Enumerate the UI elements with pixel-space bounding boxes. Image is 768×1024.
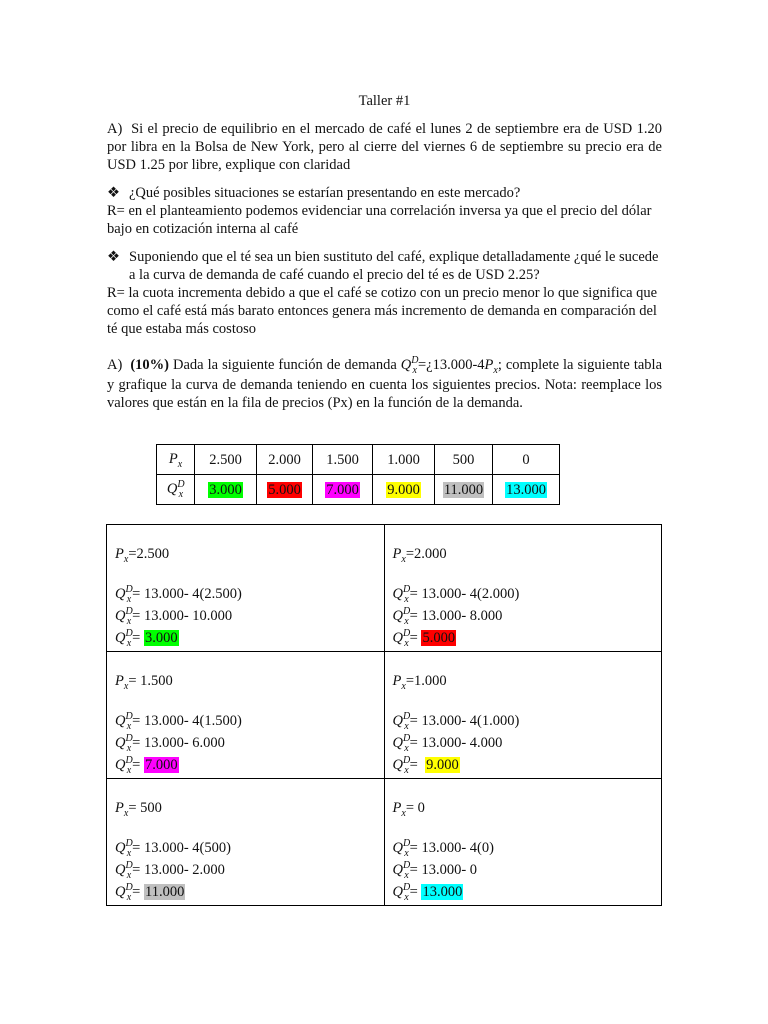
answer-2: R= la cuota incrementa debido a que el café se cotizo con un precio menor lo que significa que como el café está más barato entonces genera más incremento de demanda en comparación del té que estaba más costoso	[107, 285, 658, 337]
calculation-cell: $P_x=2.500$ $Q^D_x= 13.000-$ 4(2.500) $Q^D_x= 13.000-$ 10.000 $Q^D_x= 3.000$	[107, 525, 385, 652]
demand-symbol: $Q^D_x$	[400, 355, 419, 376]
price-cell: 0	[493, 445, 560, 475]
quantity-cell: 7.000	[313, 475, 373, 505]
quantity-cell: 5.000	[257, 475, 313, 505]
calculation-cell: $P_x=2.000$ $Q^D_x= 13.000-$ 4(2.000) $Q^D_x= 13.000-$ 8.000 $Q^D_x= 5.000$	[384, 525, 662, 652]
result-highlight: 5.000	[422, 630, 456, 646]
question-1	[107, 184, 662, 202]
price-cell: 2.000	[257, 445, 313, 475]
quantity-header: $Q^D_x$	[157, 475, 195, 505]
result-highlight: 11.000	[144, 884, 185, 900]
quantity-cell: 11.000	[435, 475, 493, 505]
answer-1: R= en el planteamiento podemos evidenciar una correlación inversa ya que el precio del dólar bajo en cotización interna al café	[107, 203, 652, 237]
calculation-cell: $P_x= 1.500$ $Q^D_x= 13.000-$ 4(1.500) $Q^D_x= 13.000-$ 6.000 $Q^D_x= 7.000$	[107, 652, 385, 779]
document-page	[107, 92, 662, 412]
bullet-diamond-icon: ❖	[107, 249, 120, 265]
section-b-instructions: ; complete la siguiente tabla y grafique la curva de demanda teniendo en cuenta los siguientes precios. Nota: reemplace los valores que están en la fila de precios (Px) en la función de la demanda.	[107, 357, 663, 411]
price-row	[157, 445, 560, 475]
calculation-cell: $P_x= 0$ $Q^D_x= 13.000-$ 4(0) $Q^D_x= 13.000-$ 0 $Q^D_x= 13.000$	[384, 779, 662, 906]
section-b-weight: (10%)	[130, 357, 169, 373]
section-b-label: A)	[107, 357, 123, 373]
question-2	[107, 248, 662, 284]
quantity-cell: 3.000	[195, 475, 257, 505]
section-b-paragraph: A) (10%) Dada la siguiente función de demanda $Q^D_x=¿13.000-4P_x$; complete la siguiente tabla y grafique la curva de demanda teniendo en cuenta los siguientes precios. Nota: reemplace los valores que están en la fila de precios (Px) en la función de la demanda.	[107, 355, 663, 411]
result-highlight: 13.000	[422, 884, 463, 900]
section-b-intro: Dada la siguiente función de demanda	[173, 357, 397, 373]
calculation-grid	[106, 524, 662, 906]
question-1-text: ¿Qué posibles situaciones se estarían presentando en este mercado?	[129, 185, 521, 201]
quantity-cell: 9.000	[373, 475, 435, 505]
result-highlight: 3.000	[144, 630, 178, 646]
price-cell: 500	[435, 445, 493, 475]
bullet-diamond-icon: ❖	[107, 185, 120, 201]
demand-table	[156, 444, 560, 505]
section-a-label: A)	[107, 121, 123, 137]
price-cell: 2.500	[195, 445, 257, 475]
demand-function: =¿13.000-4	[417, 357, 485, 373]
result-highlight: 9.000	[426, 757, 459, 773]
quantity-row	[157, 475, 560, 505]
quantity-cell: 13.000	[493, 475, 560, 505]
document-title: Taller #1	[358, 93, 411, 109]
price-header: $P_x$	[157, 445, 195, 475]
section-a-paragraph	[107, 120, 662, 174]
result-highlight: 7.000	[144, 757, 178, 773]
price-cell: 1.000	[373, 445, 435, 475]
calculation-cell: $P_x= 500$ $Q^D_x= 13.000-$ 4(500) $Q^D_x= 13.000-$ 2.000 $Q^D_x= 11.000$	[107, 779, 385, 906]
calculation-cell: $P_x=1.000$ $Q^D_x= 13.000-$ 4(1.000) $Q^D_x= 13.000-$ 4.000 $Q^D_x= 9.000$	[384, 652, 662, 779]
price-cell: 1.500	[313, 445, 373, 475]
section-a-text: Si el precio de equilibrio en el mercado de café el lunes 2 de septiembre era de USD 1.20 por libra en la Bolsa de New York, pero al cierre del viernes 6 de septiembre su precio era de USD 1.25 por libre, explique con claridad	[107, 121, 662, 173]
question-2-text: Suponiendo que el té sea un bien sustituto del café, explique detalladamente ¿qué le sucede a la curva de demanda de café cuando el precio del té es de USD 2.25?	[129, 249, 659, 283]
